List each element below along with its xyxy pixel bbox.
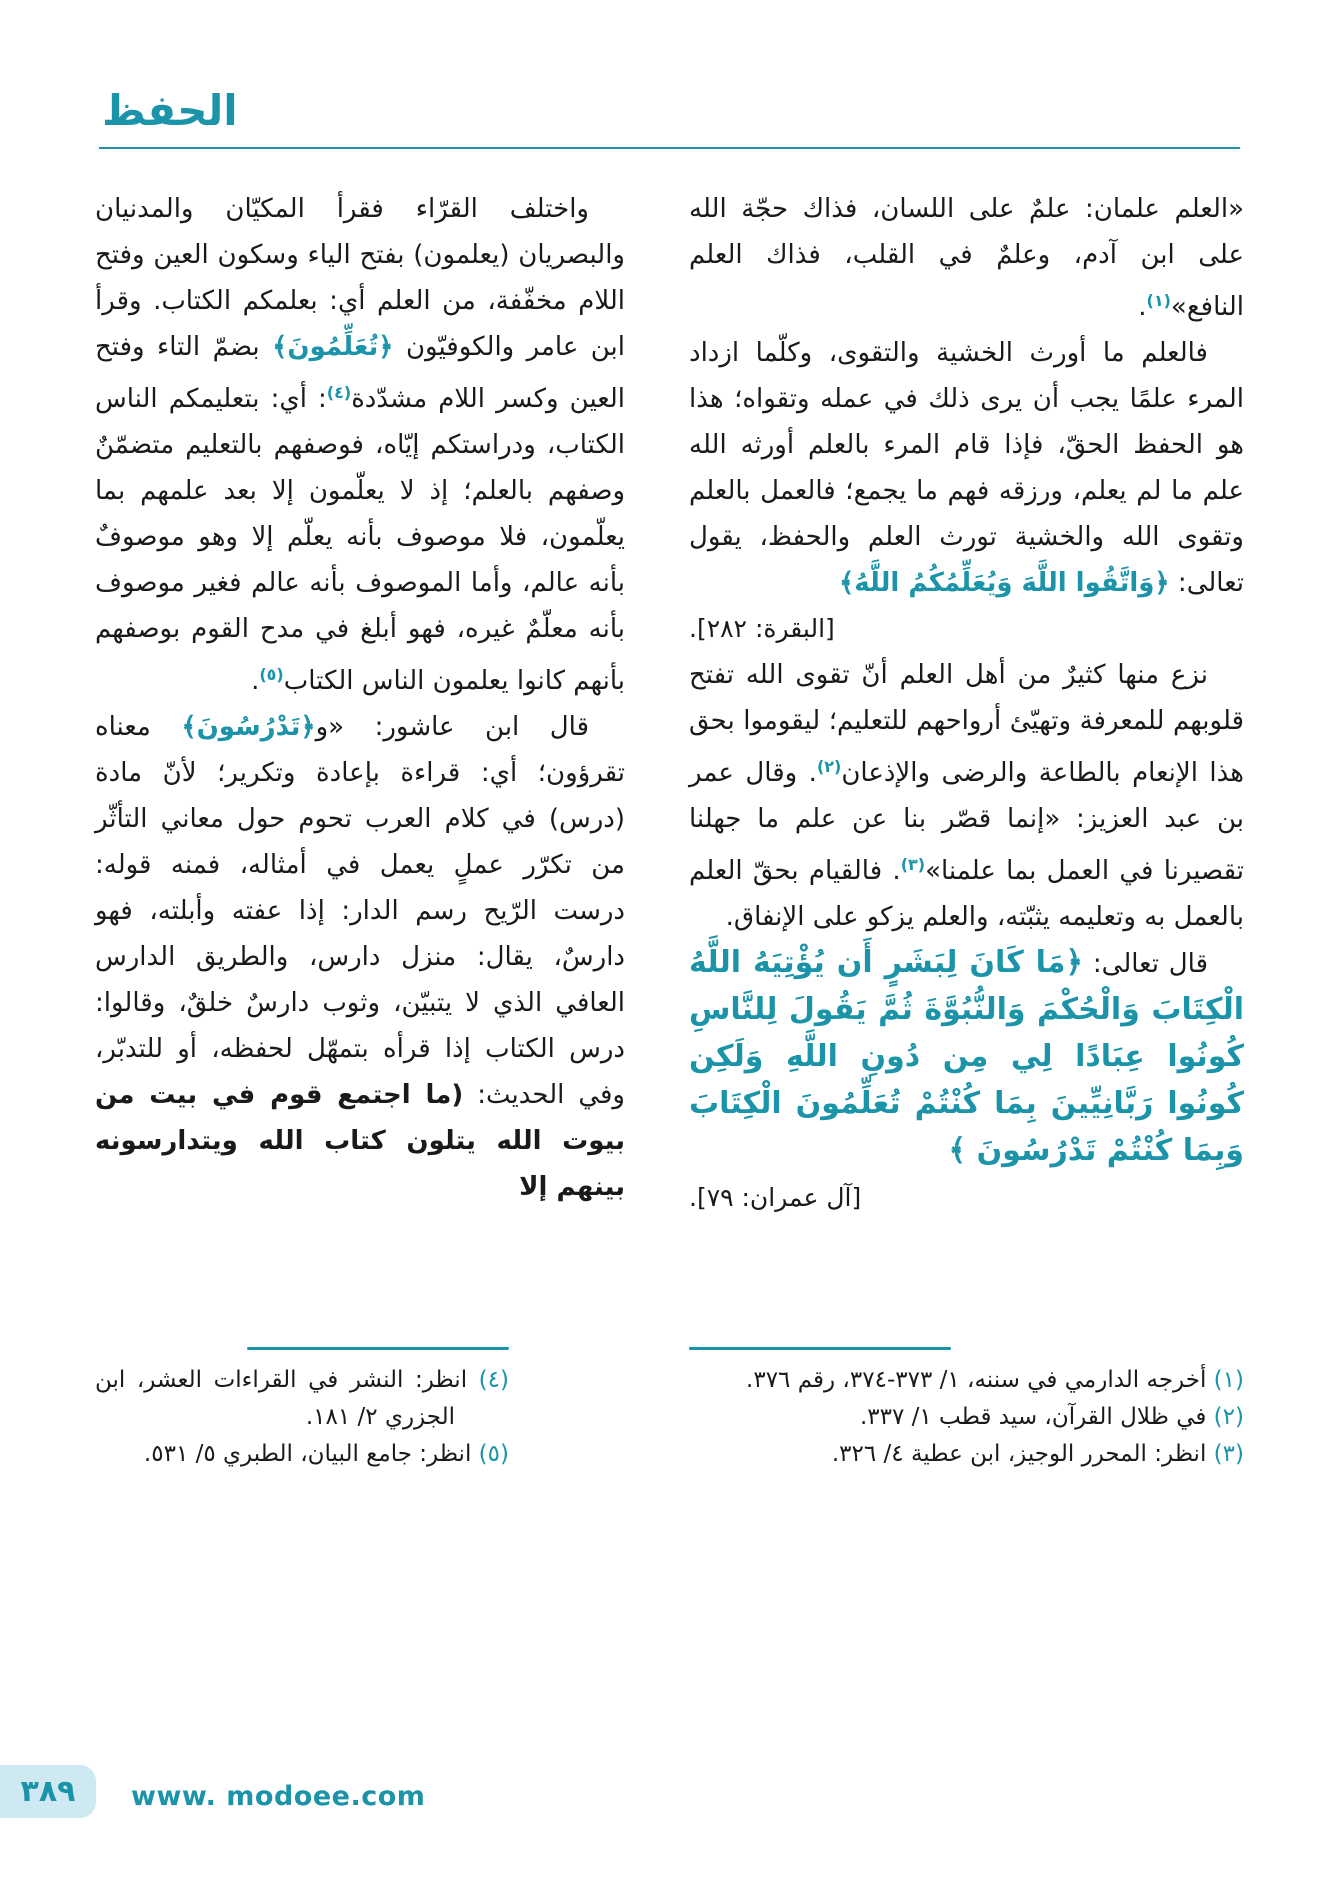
- footnote-ref: (١): [1146, 291, 1171, 310]
- footnote-rule: [689, 1347, 951, 1350]
- text-segment: قال ابن عاشور: «و: [315, 712, 589, 742]
- verse-reference: [آل عمران: ٧٩].: [689, 1183, 862, 1212]
- header-rule: [99, 147, 1240, 149]
- paragraph: [689, 330, 1244, 606]
- footnote-rule: [247, 1347, 509, 1350]
- footnote: [689, 1399, 1244, 1436]
- column-right-footnotes: [689, 1347, 1244, 1473]
- quran-verse: ﴿وَاتَّقُوا اللَّهَ وَيُعَلِّمُكُمُ اللَّهُ﴾: [839, 568, 1170, 598]
- website-link[interactable]: www. modoee.com: [131, 1781, 426, 1812]
- footnote: [95, 1362, 509, 1436]
- column-left-footnotes: [95, 1347, 509, 1473]
- footnote: [689, 1362, 1244, 1399]
- text-segment: : أي: بتعليمكم الناس الكتاب، ودراستكم إيّاه، فوصفهم بالتعليم متضمّنٌ وصفهم بالعلم؛ إذ لا يعلّمون إلا بعد علمهم بما يعلّمون، فلا موصوف بأنه يعلّم إلا وهو موصوفٌ بأنه عالم، وأما الموصوف بأنه عالم فغير موصوف بأنه معلّمٌ غيره، فهو أبلغ في مدح القوم بوصفهم بأنهم كانوا يعلمون الناس الكتاب: [95, 384, 625, 696]
- footnote-marker: (٢): [1213, 1404, 1244, 1430]
- footnote-text: انظر: النشر في القراءات العشر، ابن الجزري ٢/ ١٨١.: [95, 1367, 479, 1430]
- quran-verse: ﴿تُعَلِّمُونَ﴾: [272, 332, 394, 362]
- footnote-text: انظر: المحرر الوجيز، ابن عطية ٤/ ٣٢٦.: [831, 1441, 1214, 1467]
- footnote-text: في ظلال القرآن، سيد قطب ١/ ٣٣٧.: [859, 1404, 1214, 1430]
- text-segment: بضمّ التاء وفتح العين وكسر اللام مشدّدة: [95, 332, 625, 414]
- paragraph: [689, 652, 1244, 940]
- column-right-text: [689, 186, 1244, 1221]
- footnote-marker: (٥): [478, 1441, 509, 1467]
- column-right: [689, 186, 1244, 1475]
- text-segment: .: [251, 666, 260, 696]
- footnote-ref: (٤): [326, 383, 352, 402]
- footnote-marker: (١): [1213, 1367, 1244, 1393]
- quran-verse: ﴿تَدْرُسُونَ﴾: [181, 712, 316, 742]
- footnote-marker: (٣): [1213, 1441, 1244, 1467]
- text-segment: نزع منها كثيرٌ من أهل العلم أنّ تقوى الله تفتح قلوبهم للمعرفة وتهيّئ أرواحهم للتعليم؛ ليقوموا بحق هذا الإنعام بالطاعة والرضى والإذعان: [689, 660, 1244, 788]
- footnote-ref: (٢): [816, 757, 842, 776]
- text-segment: . وقال عمر بن عبد العزيز: «إنما قصّر بنا عن علم ما جهلنا تقصيرنا في العمل بما علمنا»: [689, 758, 1244, 886]
- chapter-title: الحفظ: [102, 86, 238, 135]
- column-left: [95, 186, 625, 1475]
- verse-reference: [البقرة: ٢٨٢].: [689, 614, 835, 643]
- footnote-text: أخرجه الدارمي في سننه، ١/ ٣٧٣-٣٧٤، رقم ٣٧٦.: [746, 1367, 1214, 1393]
- column-left-text: [95, 186, 625, 1210]
- footnote-list: [689, 1362, 1244, 1473]
- text-segment: قال تعالى:: [1083, 949, 1209, 979]
- paragraph: [689, 940, 1244, 1175]
- text-segment: (ما اجتمع قوم في بيت من بيوت الله يتلون كتاب الله ويتدارسونه بينهم إلا: [95, 1080, 625, 1202]
- page-content: [95, 186, 1244, 1475]
- footnote-text: انظر: جامع البيان، الطبري ٥/ ٥٣١.: [143, 1441, 479, 1467]
- page-number-pill: [0, 1765, 96, 1818]
- text-segment: «العلم علمان: علمٌ على اللسان، فذاك حجّة الله على ابن آدم، وعلمٌ في القلب، فذاك العلم النافع»: [689, 194, 1244, 322]
- footnote-list: [95, 1362, 509, 1473]
- quran-verse: ﴿مَا كَانَ لِبَشَرٍ أَن يُؤْتِيَهُ اللَّهُ الْكِتَابَ وَالْحُكْمَ وَالنُّبُوَّةَ ثُمَّ يَقُولَ لِلنَّاسِ كُونُوا عِبَادًا لِي مِن دُونِ اللَّهِ وَلَكِن كُونُوا رَبَّانِيِّينَ بِمَا كُنْتُمْ تُعَلِّمُونَ الْكِتَابَ وَبِمَا كُنْتُمْ تَدْرُسُونَ ﴾: [689, 945, 1244, 1168]
- paragraph: [95, 186, 625, 704]
- paragraph: [95, 704, 625, 1210]
- footnote-ref: (٣): [900, 855, 926, 874]
- footnote-marker: (٤): [478, 1367, 509, 1393]
- paragraph: [689, 186, 1244, 330]
- footnote-ref: (٥): [259, 665, 284, 684]
- text-segment: معناه تقرؤون؛ أي: قراءة بإعادة وتكرير؛ لأنّ مادة (درس) في كلام العرب تحوم حول معاني التأثّر من تكرّر عملٍ يعمل في أمثاله، فمنه قوله: درست الرّيح رسم الدار: إذا عفته وأبلته، فهو دارسٌ، يقال: منزل دارس، والطريق الدارس العافي الذي لا يتبيّن، وثوب دارسٌ خلقٌ، وقالوا: درس الكتاب إذا قرأه بتمهّل لحفظه، أو للتدبّر، وفي الحديث:: [95, 712, 625, 1110]
- text-segment: .: [1138, 292, 1147, 322]
- text-segment: واختلف القرّاء فقرأ المكيّان والمدنيان والبصريان (يعلمون) بفتح الياء وسكون العين وفتح اللام مخفّفة، من العلم أي: بعلمكم الكتاب. وقرأ ابن عامر والكوفيّون: [95, 194, 626, 362]
- text-segment: . فالقيام بحقّ العلم بالعمل به وتعليمه يثبّته، والعلم يزكو على الإنفاق.: [689, 856, 1244, 932]
- footnote: [95, 1436, 509, 1473]
- page-number: ٣٨٩: [20, 1774, 76, 1809]
- footnote: [689, 1436, 1244, 1473]
- text-segment: فالعلم ما أورث الخشية والتقوى، وكلّما ازداد المرء علمًا يجب أن يرى ذلك في عمله وتقواه؛ هذا هو الحفظ الحقّ، فإذا قام المرء بالعلم أورثه الله علم ما لم يعلم، ورزقه فهم ما يجمع؛ فالعمل بالعلم وتقوى الله والخشية تورث العلم والحفظ، يقول تعالى:: [689, 338, 1244, 598]
